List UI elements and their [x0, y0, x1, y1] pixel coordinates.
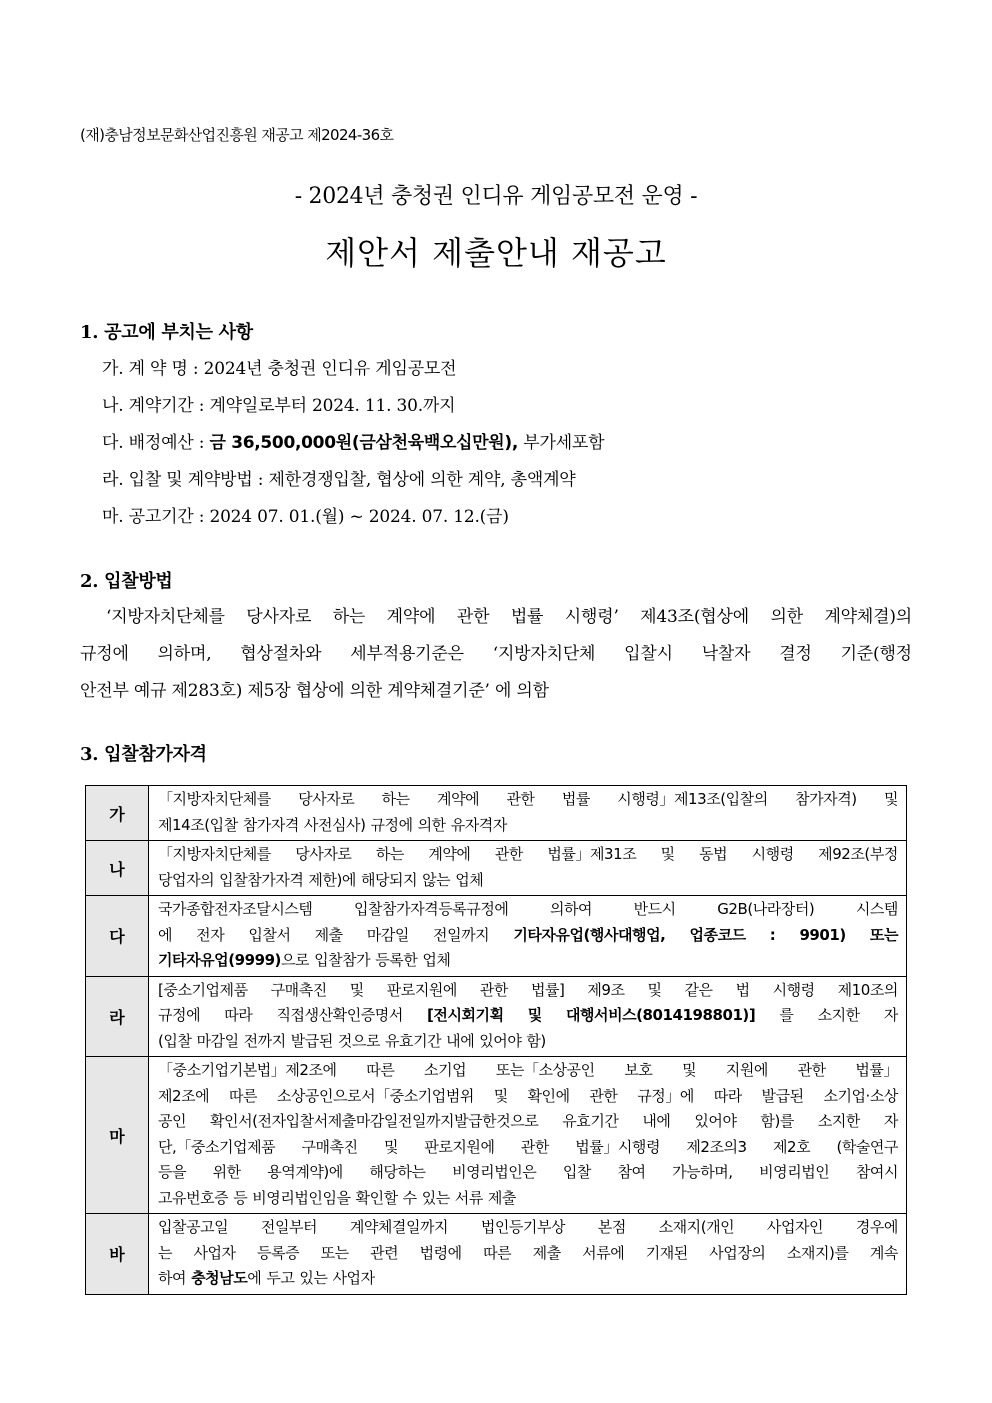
row-key: 라: [86, 976, 149, 1057]
word: 당업자의: [158, 870, 215, 889]
row-content: [149, 896, 907, 977]
word: 확인할: [355, 1188, 398, 1207]
word: 으로: [280, 951, 310, 969]
word: 관한: [456, 607, 490, 627]
row-line: [158, 842, 898, 868]
word: 하여: [158, 1269, 187, 1287]
word: 마감일: [196, 1031, 239, 1050]
word: 시행령: [772, 980, 815, 999]
word: 있는: [299, 1269, 328, 1287]
word: 및: [647, 980, 662, 999]
word: 등록한: [375, 951, 418, 969]
row-key: 바: [86, 1214, 149, 1295]
word: 법률」시행령: [575, 1137, 660, 1156]
word: 유효기간: [384, 1031, 442, 1050]
word: 및: [883, 790, 898, 808]
word: 계약에: [437, 790, 480, 808]
word: 업종코드: [689, 925, 746, 944]
word: 입찰공고일: [158, 1218, 229, 1236]
paragraph-line: [80, 639, 912, 664]
word: 기타자유업(9999): [158, 951, 281, 969]
word: 또는: [869, 925, 898, 944]
word: [전시회기획: [427, 1006, 504, 1024]
word: 계약체결)의: [824, 607, 912, 627]
word: 소기업·소상: [823, 1086, 898, 1105]
row-line: [158, 978, 898, 1004]
word: 의하여: [549, 900, 593, 918]
row-line: [158, 787, 898, 813]
word: 내에: [446, 1031, 475, 1050]
word: 제2조에: [158, 1086, 210, 1105]
word: 관한: [506, 790, 535, 808]
word: 의한: [770, 607, 803, 627]
word: 등을: [158, 1163, 187, 1181]
word: 「지방자치단체를: [158, 845, 271, 863]
word: 충청남도: [191, 1269, 248, 1287]
word: ‘지방자치단체를: [106, 607, 225, 627]
section-1-heading: 1. 공고에 부치는 사항: [80, 322, 253, 343]
word: 시스템: [855, 900, 898, 918]
row-line: [158, 1266, 898, 1292]
word: 용역계약)에: [267, 1163, 343, 1181]
word: 당사자로: [298, 790, 355, 808]
row-key: 나: [86, 841, 149, 896]
document-subtitle: - 2024년 충청권 인디유 게임공모전 운영 -: [294, 184, 698, 209]
word: 유효기간: [562, 1112, 619, 1130]
word: 하는: [375, 845, 404, 863]
word: 비영리법인임을: [252, 1188, 351, 1207]
word: 하는: [381, 790, 410, 808]
paragraph-line: [106, 602, 912, 627]
word: 제10조의: [837, 980, 898, 999]
word: 구매촉진: [270, 980, 327, 999]
word: 시행령’: [564, 607, 619, 627]
word: 판로지원에: [424, 1137, 495, 1156]
word: 법령에: [419, 1243, 462, 1262]
row-content: [149, 841, 907, 896]
word: 「지방자치단체를: [158, 790, 271, 808]
word: 함): [526, 1031, 546, 1050]
word: 같은: [684, 980, 713, 999]
word: 입찰참가: [314, 951, 371, 969]
word: 계약체결일까지: [349, 1218, 449, 1236]
row-line: [158, 1241, 898, 1267]
word: 제출: [532, 1243, 561, 1262]
item-bid-method: [102, 465, 576, 490]
row-line: [158, 813, 898, 839]
table-row: [86, 1057, 907, 1214]
word: 규정」에: [637, 1086, 694, 1105]
word: 있어야: [694, 1112, 737, 1130]
word: 계약에: [386, 607, 436, 627]
table-row: [86, 976, 907, 1057]
word: 사업장의: [709, 1243, 766, 1262]
word: 입찰참가자격: [219, 870, 304, 889]
word: 본점: [597, 1218, 626, 1236]
word: 입찰참가자격등록규정에: [353, 900, 509, 918]
word: 국가종합전자조달시스템: [158, 900, 313, 918]
word: 해당하는: [369, 1163, 426, 1181]
word: 고유번호증: [158, 1188, 229, 1207]
word: 해당되지: [360, 870, 418, 889]
word: 발급된: [761, 1086, 804, 1105]
word: 또는「소상공인: [495, 1061, 595, 1079]
row-line: [158, 1109, 898, 1135]
table-row: [86, 841, 907, 896]
row-key: 가: [86, 786, 149, 841]
word: 규정에: [80, 644, 129, 664]
word: 및: [527, 1006, 542, 1024]
word: 기타자유업(행사대행업,: [513, 925, 666, 944]
word: 제14조(입찰: [158, 815, 238, 834]
word: 는: [158, 1243, 173, 1262]
word: 「중소기업기본법」제2조에: [158, 1061, 337, 1079]
row-line: [158, 1186, 898, 1212]
item-value: 제한경쟁입찰, 협상에 의한 계약, 총액계약: [268, 470, 576, 490]
word: 계속: [869, 1243, 898, 1262]
word: :: [769, 925, 776, 944]
word: 않는: [422, 870, 451, 889]
word: 따른: [483, 1243, 512, 1262]
word: 유자격자: [450, 815, 507, 834]
word: 사업자: [332, 1269, 375, 1287]
word: 소재지(개인: [658, 1218, 735, 1236]
word: 제92조(부정: [818, 845, 898, 863]
word: 소지한: [817, 1006, 860, 1024]
word: 관한: [797, 1061, 826, 1079]
qualification-table: [85, 785, 907, 1295]
item-contract-name: [102, 354, 456, 379]
table-row: [86, 896, 907, 977]
word: 법률: [561, 790, 590, 808]
word: 소상공인으로서「중소기업범위: [276, 1086, 474, 1105]
word: 입찰서: [248, 925, 291, 944]
word: 단,「중소기업제품: [158, 1137, 276, 1156]
word: 법률]: [530, 980, 565, 999]
word: 등: [233, 1188, 248, 1207]
word: 참여시: [855, 1163, 898, 1181]
word: (학술연구: [836, 1137, 898, 1156]
item-label: 라. 입찰 및 계약방법 :: [102, 470, 269, 490]
row-key: 마: [86, 1057, 149, 1214]
row-content: [149, 1214, 907, 1295]
word: 구매촉진: [301, 1137, 358, 1156]
item-label: 다. 배정예산 :: [102, 433, 210, 453]
word: 마감일: [366, 925, 409, 944]
notice-number: (재)충남정보문화산업진흥원 재공고 제2024-36호: [80, 126, 394, 144]
item-value: 2024 07. 01.(월) ~ 2024. 07. 12.(금): [209, 507, 509, 527]
table-row: [86, 786, 907, 841]
word: 함)를: [760, 1112, 794, 1130]
word: 기준(행정: [840, 644, 912, 664]
word: 전자: [196, 925, 225, 944]
word: 반드시: [633, 900, 676, 918]
word: 사전심사): [303, 815, 366, 834]
word: 세부적용기준은: [350, 644, 464, 664]
word: 제2조의3: [686, 1137, 747, 1156]
word: 가능하며,: [672, 1163, 733, 1181]
item-value: 계약일로부터 2024. 11. 30.까지: [209, 396, 456, 416]
item-suffix: 부가세포함: [518, 433, 605, 453]
word: 위한: [212, 1163, 241, 1181]
word: 대행서비스(8014198801)]: [565, 1006, 756, 1024]
row-line: [158, 1058, 898, 1084]
word: (입찰: [158, 1031, 192, 1050]
word: 서류: [454, 1188, 483, 1207]
word: 또는: [320, 1243, 349, 1262]
word: 경우에: [855, 1218, 898, 1236]
row-content: [149, 976, 907, 1057]
word: 확인서(전자입찰서제출마감일전일까지발급한것으로: [210, 1112, 539, 1130]
word: 공인: [158, 1112, 187, 1130]
word: 동법: [699, 845, 728, 863]
word: 에: [158, 925, 173, 944]
word: 업체: [422, 951, 451, 969]
paragraph-line: 안전부 예규 제283호) 제5장 협상에 의한 계약체결기준’ 에 의함: [80, 681, 549, 701]
word: 사업자인: [766, 1218, 824, 1236]
word: 계약에: [428, 845, 471, 863]
word: 전일까지: [433, 925, 490, 944]
row-content: [149, 1057, 907, 1214]
row-key: 다: [86, 896, 149, 977]
word: 전일부터: [260, 1218, 318, 1236]
word: 직접생산확인증명서: [276, 1006, 403, 1024]
word: 소재지)를: [786, 1243, 849, 1262]
word: 따라: [224, 1006, 253, 1024]
word: 제출: [314, 925, 343, 944]
word: 법률」제31조: [547, 845, 637, 863]
word: 제9조: [587, 980, 625, 999]
word: 있는: [421, 1188, 450, 1207]
word: 발급된: [290, 1031, 333, 1050]
section-3-heading: 3. 입찰참가자격: [80, 744, 207, 765]
word: 관한: [494, 845, 523, 863]
word: 및: [660, 845, 675, 863]
word: 따라: [713, 1086, 742, 1105]
word: 두고: [266, 1269, 295, 1287]
word: 소기업: [424, 1061, 467, 1079]
word: 지원에: [725, 1061, 768, 1079]
word: 관련: [370, 1243, 399, 1262]
row-line: [158, 923, 898, 949]
word: 서류에: [582, 1243, 625, 1262]
word: 관한: [589, 1086, 618, 1105]
word: 9901): [799, 925, 846, 944]
word: 보호: [624, 1061, 653, 1079]
word: 참가자격: [242, 815, 299, 834]
word: 시행령: [751, 845, 794, 863]
word: 전까지: [243, 1031, 286, 1050]
item-budget: [102, 428, 604, 453]
word: 및: [349, 980, 364, 999]
word: 및: [383, 1137, 398, 1156]
word: 규정에: [370, 815, 413, 834]
word: 의한: [417, 815, 446, 834]
word: 따른: [228, 1086, 258, 1105]
item-label: 가. 계 약 명 :: [102, 359, 204, 379]
word: 법인등기부상: [480, 1218, 566, 1236]
word: 기재된: [645, 1243, 688, 1262]
word: 비영리법인: [759, 1163, 830, 1181]
word: 자: [883, 1006, 898, 1024]
word: 판로지원에: [386, 980, 457, 999]
word: 법: [735, 980, 750, 999]
word: 소지한: [817, 1112, 860, 1130]
word: 입찰시: [624, 644, 673, 664]
word: 제한)에: [308, 870, 356, 889]
word: 등록증: [257, 1243, 300, 1262]
word: 당사자로: [246, 607, 312, 627]
word: 결정: [779, 644, 812, 664]
row-line: [158, 868, 898, 894]
word: 관한: [479, 980, 508, 999]
row-line: [158, 1160, 898, 1186]
word: 참여: [617, 1163, 646, 1181]
item-value-budget: 금 36,500,000원(금삼천육백오십만원),: [209, 433, 519, 453]
row-line: [158, 897, 898, 923]
word: 관한: [520, 1137, 549, 1156]
row-line: [158, 1084, 898, 1110]
word: 및: [682, 1061, 697, 1079]
word: 당사자로: [295, 845, 352, 863]
row-content: [149, 786, 907, 841]
item-label: 마. 공고기간 :: [102, 507, 210, 527]
word: 법률: [510, 607, 544, 627]
row-line: [158, 1029, 898, 1055]
word: 사업자: [193, 1243, 236, 1262]
row-line: [158, 1003, 898, 1029]
table-row: [86, 1214, 907, 1295]
item-notice-period: [102, 502, 509, 527]
section-2-heading: 2. 입찰방법: [80, 571, 173, 592]
word: 하는: [332, 607, 366, 627]
word: 제2호: [772, 1137, 811, 1156]
word: 의하며,: [157, 644, 212, 664]
row-line: [158, 948, 898, 974]
word: ‘지방자치단체: [492, 644, 596, 664]
word: 낙찰자: [701, 644, 751, 664]
item-value: 2024년 충청권 인디유 게임공모전: [203, 359, 457, 379]
word: 참가자격): [795, 790, 857, 808]
word: 수: [402, 1188, 417, 1207]
row-line: [158, 1135, 898, 1161]
word: 제43조(협상에: [640, 607, 749, 627]
word: 따른: [366, 1061, 395, 1079]
word: 자: [883, 1112, 898, 1130]
word: 입찰: [562, 1163, 591, 1181]
word: [중소기업제품: [158, 980, 248, 999]
word: 및: [493, 1086, 508, 1105]
word: 에: [247, 1269, 262, 1287]
word: 규정에: [158, 1006, 201, 1024]
word: 제출: [487, 1188, 516, 1207]
word: 법률」: [855, 1061, 898, 1079]
word: 것으로: [337, 1031, 380, 1050]
word: 확인에: [527, 1086, 570, 1105]
document-title: 제안서 제출안내 재공고: [325, 234, 667, 272]
word: 비영리법인은: [452, 1163, 537, 1181]
row-line: [158, 1215, 898, 1241]
word: 내에: [642, 1112, 671, 1130]
word: G2B(나라장터): [717, 900, 815, 918]
item-label: 나. 계약기간 :: [102, 396, 210, 416]
word: 업체: [455, 870, 484, 889]
word: 있어야: [479, 1031, 522, 1050]
item-contract-period: [102, 391, 455, 416]
word: 시행령」제13조(입찰의: [617, 790, 768, 808]
word: 를: [779, 1006, 794, 1024]
word: 협상절차와: [240, 644, 322, 664]
